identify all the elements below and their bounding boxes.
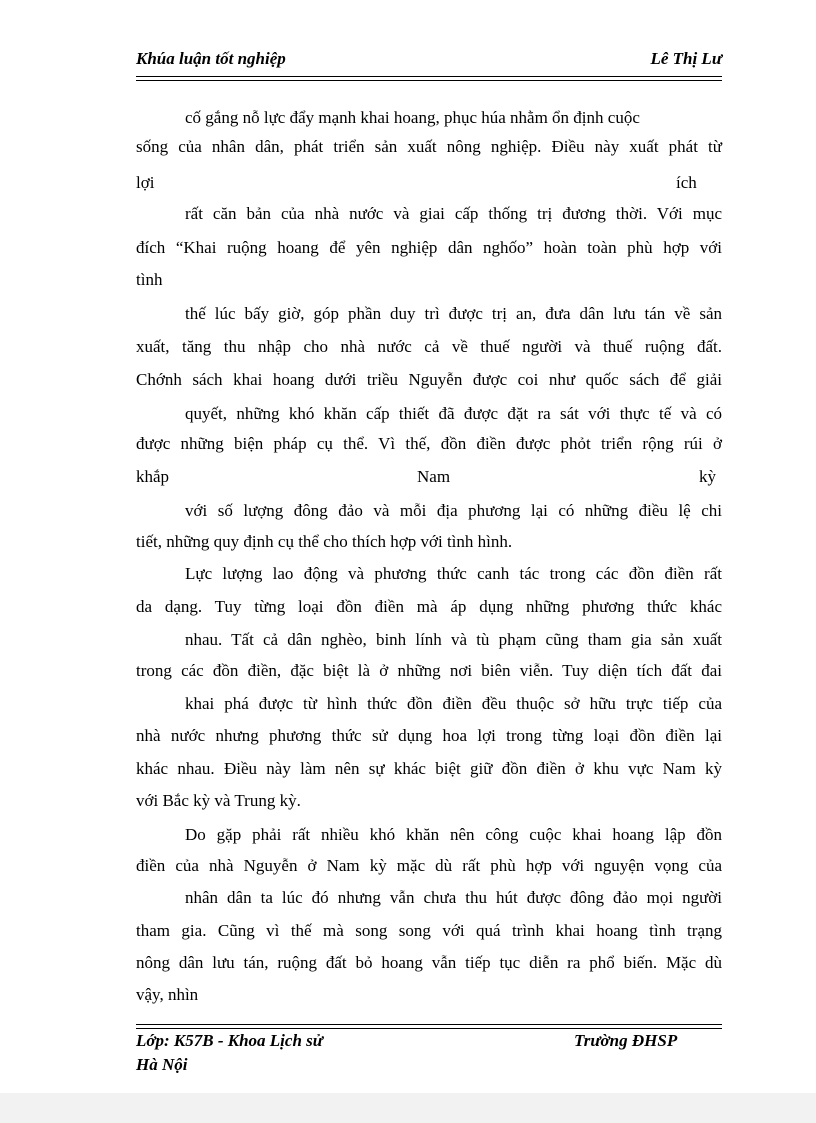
text-line: đích “Khai ruộng hoang để yên nghiệp dân nghốo” hoàn toàn phù hợp với xyxy=(136,238,722,257)
text-line: vậy, nhìn xyxy=(136,985,199,1004)
header-rule-thin xyxy=(136,80,722,81)
text-line: rất căn bản của nhà nước và giai cấp thống trị đương thời. Với mục xyxy=(185,204,722,223)
text-line: khai phá được từ hình thức đồn điền đều thuộc sở hữu trực tiếp của xyxy=(185,694,722,713)
text-line: Do gặp phải rất nhiều khó khăn nên công cuộc khai hoang lập đồn xyxy=(185,825,722,844)
text-line: thế lúc bấy giờ, góp phần duy trì được trị an, đưa dân lưu tán về sản xyxy=(185,304,722,323)
text-line: xuất, tăng thu nhập cho nhà nước cả về thuế người và thuế ruộng đất. xyxy=(136,337,722,356)
header-author: Lê Thị Lư xyxy=(650,49,722,68)
text-line: Chớnh sách khai hoang dưới triều Nguyễn được coi như quốc sách để giải xyxy=(136,370,722,389)
header-rule-thick xyxy=(136,76,722,77)
text-line: ích xyxy=(676,173,697,192)
text-line: quyết, những khó khăn cấp thiết đã được đặt ra sát với thực tế và có xyxy=(185,404,722,423)
footer-rule-thin xyxy=(136,1024,722,1025)
text-line: lợi xyxy=(136,173,155,192)
text-line: điền của nhà Nguyễn ở Nam kỳ mặc dù rất phù hợp với nguyện vọng của xyxy=(136,856,722,875)
text-line: khác nhau. Điều này làm nên sự khác biệt giữ đồn điền ở khu vực Nam kỳ xyxy=(136,759,722,778)
footer-rule-thick xyxy=(136,1028,722,1029)
text-line: nhà nước nhưng phương thức sử dụng hoa lợi trong từng loại đồn điền lại xyxy=(136,726,722,745)
text-line: cố gắng nỗ lực đẩy mạnh khai hoang, phục húa nhằm ổn định cuộc xyxy=(185,108,640,127)
text-line: Nam xyxy=(417,467,451,486)
text-line: sống của nhân dân, phát triển sản xuất nông nghiệp. Điều này xuất phát từ xyxy=(136,137,722,156)
text-line: nhân dân ta lúc đó nhưng vẫn chưa thu hút được đông đảo mọi người xyxy=(185,888,722,907)
text-line: trong các đồn điền, đặc biệt là ở những nơi biên viễn. Tuy diện tích đất đai xyxy=(136,661,722,680)
text-line: nông dân lưu tán, ruộng đất bỏ hoang vẫn tiếp tục diễn ra phổ biến. Mặc dù xyxy=(136,953,722,972)
text-line: kỳ xyxy=(699,467,716,486)
text-line: da dạng. Tuy từng loại đồn điền mà áp dụng những phương thức khác xyxy=(136,597,722,616)
text-line: với số lượng đông đảo và mỗi địa phương lại có những điều lệ chi xyxy=(185,501,722,520)
text-line: tiết, những quy định cụ thể cho thích hợp với tình hình. xyxy=(136,532,513,551)
footer-school: Trường ĐHSP xyxy=(574,1031,678,1050)
text-line: Lực lượng lao động và phương thức canh tác trong các đồn điền rất xyxy=(185,564,722,583)
text-line: được những biện pháp cụ thể. Vì thế, đồn điền được phỏt triển rộng rúi ở xyxy=(136,434,722,453)
page-bottom-margin xyxy=(0,1093,816,1123)
text-line: nhau. Tất cả dân nghèo, binh lính và tù phạm cũng tham gia sản xuất xyxy=(185,630,722,649)
text-line: tham gia. Cũng vì thế mà song song với quá trình khai hoang tình trạng xyxy=(136,921,722,940)
text-line: tình xyxy=(136,270,163,289)
footer-class: Lớp: K57B - Khoa Lịch sử xyxy=(136,1031,323,1050)
text-line: khắp xyxy=(136,467,170,486)
text-line: với Bắc kỳ và Trung kỳ. xyxy=(136,791,301,810)
page-header xyxy=(136,49,722,73)
footer-city: Hà Nội xyxy=(136,1055,188,1074)
header-title: Khúa luận tốt nghiệp xyxy=(136,49,286,68)
